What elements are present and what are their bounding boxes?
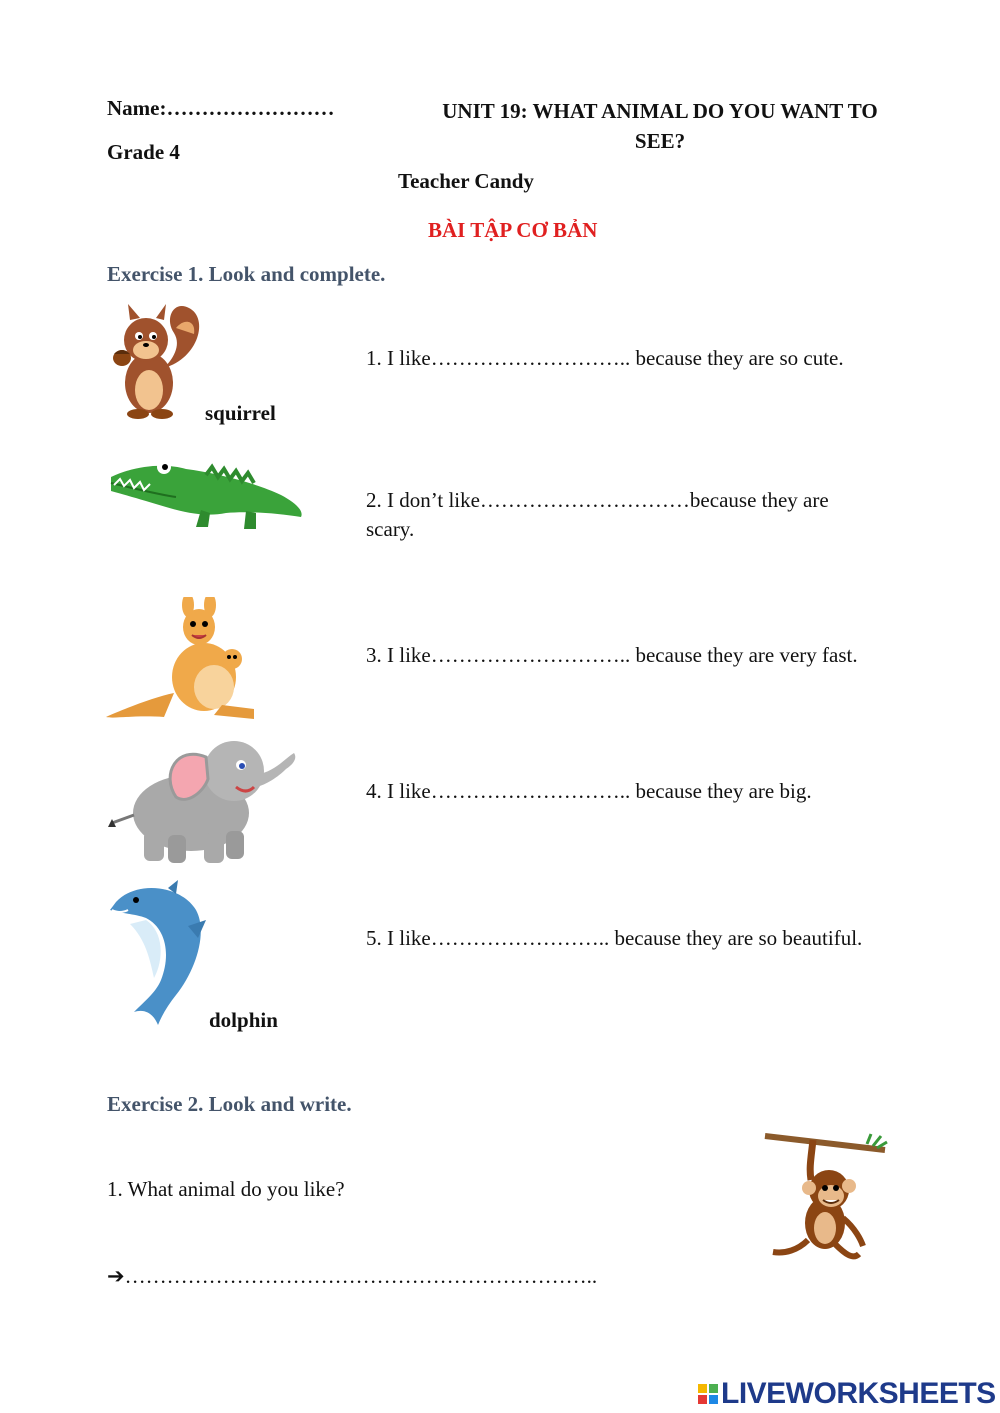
arrow-right-icon: ➔ [107,1264,125,1288]
teacher-name: Teacher Candy [398,169,534,193]
elephant-image [106,735,301,867]
kangaroo-image [104,597,264,722]
exercise2-question: 1. What animal do you like? [107,1177,345,1201]
grade-label: Grade 4 [107,140,180,164]
dolphin-image [106,880,211,1030]
sentence-3[interactable]: 3. I like……………………….. because they are very fast. [366,643,858,667]
liveworksheets-logo[interactable] [698,1376,996,1412]
exercise1-title: Exercise 1. Look and complete. [107,262,386,286]
section-title: BÀI TẬP CƠ BẢN [428,218,598,242]
sentence-2[interactable] [366,486,829,544]
liveworksheets-logo-icon [698,1384,718,1404]
unit-title-line1: UNIT 19: WHAT ANIMAL DO YOU WANT TO [442,99,878,123]
sentence-4[interactable]: 4. I like……………………….. because they are big. [366,779,812,803]
unit-title [400,96,920,156]
sentence-2-line2: scary. [366,517,415,541]
exercise2-answer[interactable] [107,1264,597,1289]
unit-title-line2: SEE? [634,129,686,153]
sentence-2-line1: 2. I don’t like…………………………because they are [366,488,829,512]
name-field-label: Name:…………………… [107,96,335,120]
dolphin-label: dolphin [209,1008,278,1032]
squirrel-label: squirrel [205,401,276,425]
monkey-image [763,1128,888,1273]
exercise2-title: Exercise 2. Look and write. [107,1092,352,1116]
crocodile-image [106,455,306,535]
squirrel-image [104,298,209,423]
answer-blank-line: ………………………………………………………….. [124,1264,598,1288]
sentence-5[interactable]: 5. I like…………………….. because they are so beautiful. [366,926,863,950]
sentence-1[interactable]: 1. I like……………………….. because they are so cute. [366,346,844,370]
logo-text: LIVEWORKSHEETS [721,1377,996,1410]
